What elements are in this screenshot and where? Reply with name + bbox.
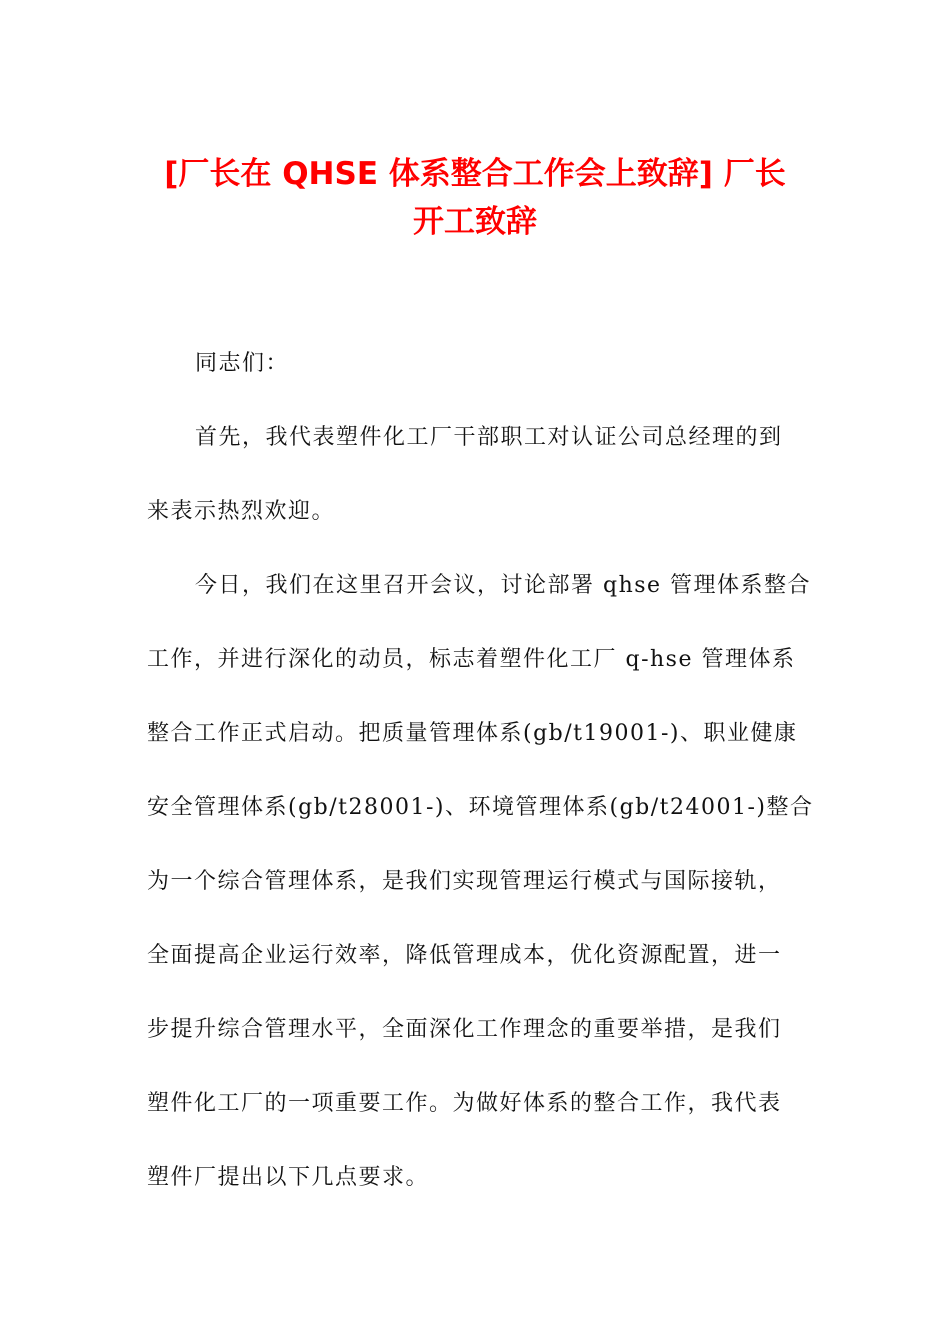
document-title — [120, 150, 830, 246]
title-line-1: [厂长在 QHSE 体系整合工作会上致辞] 厂长 — [164, 156, 786, 192]
text-line: 今日，我们在这里召开会议，讨论部署 qhse 管理体系整合 — [195, 573, 812, 598]
paragraph-greeting — [147, 327, 807, 401]
document-body — [147, 327, 814, 1215]
text-line: 步提升综合管理水平，全面深化工作理念的重要举措，是我们 — [147, 1017, 782, 1042]
text-line: 整合工作正式启动。把质量管理体系(gb/t19001-)、职业健康 — [147, 721, 798, 746]
text-line: 安全管理体系(gb/t28001-)、环境管理体系(gb/t24001-)整合 — [147, 795, 814, 820]
text-line: 同志们： — [195, 351, 290, 376]
title-line-2: 开工致辞 — [413, 204, 537, 240]
text-line: 来表示热烈欢迎。 — [147, 499, 336, 524]
paragraph-main — [147, 549, 814, 1215]
text-line: 首先，我代表塑件化工厂干部职工对认证公司总经理的到 — [195, 425, 783, 450]
text-line: 塑件厂提出以下几点要求。 — [147, 1165, 430, 1190]
paragraph-welcome — [147, 401, 807, 549]
text-line: 塑件化工厂的一项重要工作。为做好体系的整合工作，我代表 — [147, 1091, 782, 1116]
text-line: 为一个综合管理体系，是我们实现管理运行模式与国际接轨， — [147, 869, 782, 894]
text-line: 工作，并进行深化的动员，标志着塑件化工厂 q-hse 管理体系 — [147, 647, 796, 672]
text-line: 全面提高企业运行效率，降低管理成本，优化资源配置，进一 — [147, 943, 782, 968]
